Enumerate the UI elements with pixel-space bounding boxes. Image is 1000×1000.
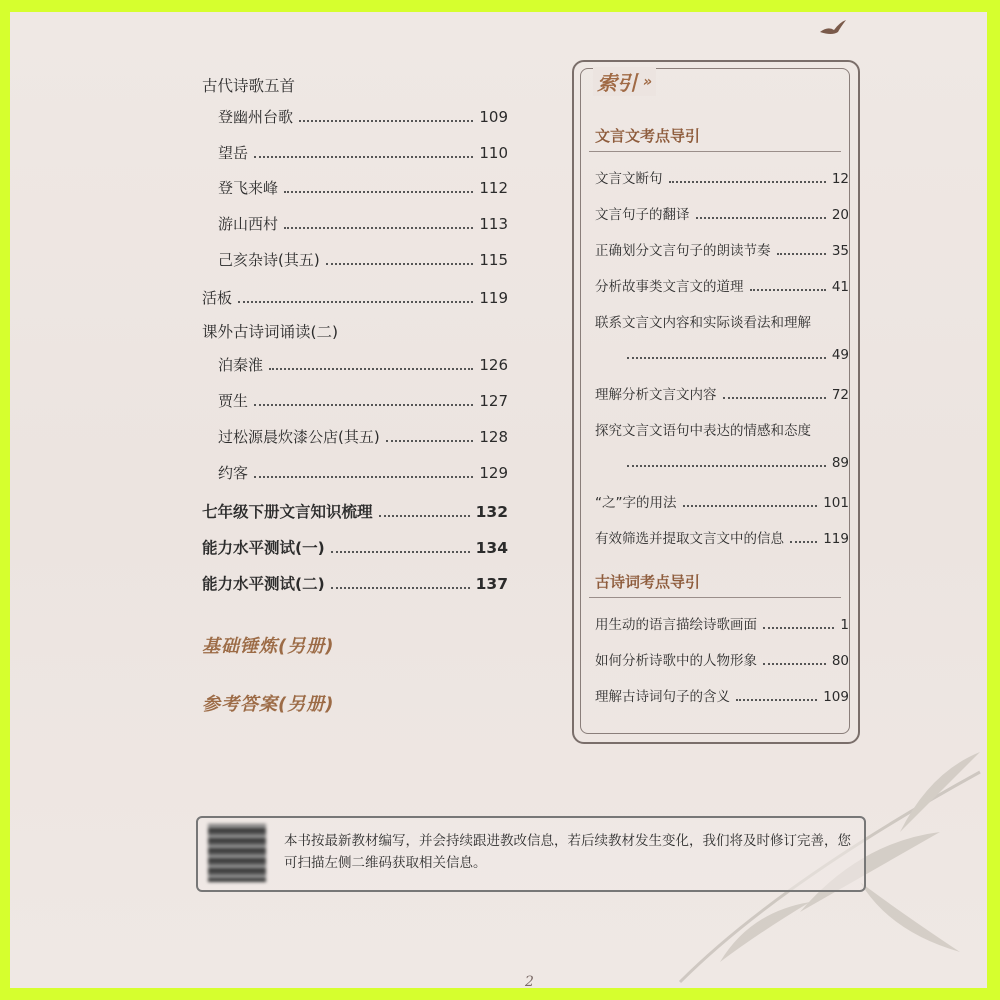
toc-item[interactable] <box>218 107 508 127</box>
index-item-title: 有效筛选并提取文言文中的信息 <box>595 531 784 547</box>
index-item-title: 理解古诗词句子的含义 <box>595 689 730 705</box>
toc-item-page: 127 <box>479 392 508 410</box>
notice-box <box>196 816 866 892</box>
index-item-page: 89 <box>831 455 849 471</box>
toc-item[interactable] <box>218 214 508 234</box>
double-chevron-icon: » <box>643 73 653 90</box>
index-item-title: 如何分析诗歌中的人物形象 <box>595 653 757 669</box>
dot-leader <box>284 191 473 193</box>
toc-item-title: 活板 <box>202 289 233 307</box>
index-item-title: 用生动的语言描绘诗歌画面 <box>595 617 757 633</box>
toc-item-page: 137 <box>475 575 508 593</box>
toc-item[interactable] <box>202 288 508 308</box>
index-item-page: 72 <box>831 387 849 403</box>
index-item-page: 101 <box>823 495 849 511</box>
dot-leader <box>331 551 470 553</box>
dot-leader <box>750 289 826 291</box>
toc-item-page: 119 <box>479 289 508 307</box>
dot-leader <box>696 217 826 219</box>
index-title <box>593 67 656 96</box>
toc-item-page: 112 <box>479 179 508 197</box>
dot-leader <box>736 699 817 701</box>
dot-leader <box>269 368 473 370</box>
index-item-page: 109 <box>823 689 849 705</box>
toc-item-title: 约客 <box>218 464 249 482</box>
dot-leader <box>627 357 826 359</box>
toc-item[interactable] <box>218 427 508 447</box>
toc-item-page: 129 <box>479 464 508 482</box>
toc-item-page: 115 <box>479 251 508 269</box>
index-item-title: 文言文断句 <box>595 171 663 187</box>
toc-item[interactable] <box>202 502 508 522</box>
index-item[interactable] <box>595 613 849 633</box>
toc-item[interactable] <box>218 391 508 411</box>
toc-item[interactable] <box>218 355 508 375</box>
index-item[interactable] <box>595 685 849 705</box>
dot-leader <box>790 541 817 543</box>
toc-item[interactable] <box>202 574 508 594</box>
toc-item-page: 110 <box>479 144 508 162</box>
toc-item-title: 能力水平测试(二) <box>202 575 325 593</box>
divider <box>589 597 841 598</box>
divider <box>589 151 841 152</box>
left-toc <box>10 12 570 772</box>
toc-item[interactable] <box>218 178 508 198</box>
toc-item-page: 109 <box>479 108 508 126</box>
toc-item[interactable] <box>218 463 508 483</box>
supplement-title[interactable]: 基础锤炼(另册) <box>202 636 335 657</box>
toc-item-title: 望岳 <box>218 144 249 162</box>
index-panel <box>572 60 860 744</box>
toc-group-title: 古代诗歌五首 <box>202 77 296 95</box>
index-inner-frame <box>580 68 850 734</box>
dot-leader <box>284 227 473 229</box>
dot-leader <box>254 156 473 158</box>
toc-item-title: 贾生 <box>218 392 249 410</box>
toc-item-title: 过松源晨炊漆公店(其五) <box>218 428 380 446</box>
index-item-title: 正确划分文言句子的朗读节奏 <box>595 243 771 259</box>
toc-item-title: 七年级下册文言知识梳理 <box>202 503 373 521</box>
toc-item-page: 126 <box>479 356 508 374</box>
index-title-text: 索引 <box>597 71 637 95</box>
index-item-title: 文言句子的翻译 <box>595 207 690 223</box>
answers-title[interactable]: 参考答案(另册) <box>202 694 335 715</box>
toc-item-title: 能力水平测试(一) <box>202 539 325 557</box>
dot-leader <box>763 627 834 629</box>
dot-leader <box>763 663 826 665</box>
index-section-title: 古诗词考点导引 <box>595 573 701 591</box>
index-item-title: “之”字的用法 <box>595 495 677 511</box>
dot-leader <box>379 515 470 517</box>
toc-item-title: 登幽州台歌 <box>218 108 294 126</box>
dot-leader <box>254 404 473 406</box>
dot-leader <box>331 587 470 589</box>
toc-item-page: 134 <box>475 539 508 557</box>
dot-leader <box>238 301 473 303</box>
index-item[interactable] <box>595 383 849 403</box>
toc-item-title: 己亥杂诗(其五) <box>218 251 320 269</box>
index-item-page: 20 <box>831 207 849 223</box>
toc-item-page: 128 <box>479 428 508 446</box>
toc-item-page: 113 <box>479 215 508 233</box>
dot-leader <box>723 397 826 399</box>
toc-item-page: 132 <box>475 503 508 521</box>
dot-leader <box>777 253 826 255</box>
dot-leader <box>627 465 826 467</box>
index-item[interactable] <box>595 239 849 259</box>
index-item-page: 80 <box>831 653 849 669</box>
index-item[interactable] <box>595 527 849 547</box>
dot-leader <box>669 181 826 183</box>
index-item-page: 35 <box>831 243 849 259</box>
toc-item[interactable] <box>218 250 508 270</box>
page-number: 2 <box>525 974 534 988</box>
swallow-icon <box>818 18 848 40</box>
index-item-page: 1 <box>840 617 849 633</box>
index-item[interactable] <box>595 275 849 295</box>
index-item-page: 49 <box>831 347 849 363</box>
notice-text: 本书按最新教材编写，并会持续跟进教改信息，若后续教材发生变化，我们将及时修订完善，您可扫描左侧二维码获取相关信息。 <box>284 833 851 871</box>
dot-leader <box>683 505 818 507</box>
index-item[interactable] <box>621 347 849 363</box>
index-item-page: 12 <box>831 171 849 187</box>
toc-item[interactable] <box>202 538 508 558</box>
toc-item-title: 登飞来峰 <box>218 179 279 197</box>
toc-item[interactable] <box>218 143 508 163</box>
index-item-title[interactable]: 探究文言文语句中表达的情感和态度 <box>595 423 811 439</box>
index-item-title: 分析故事类文言文的道理 <box>595 279 744 295</box>
index-item[interactable] <box>621 455 849 471</box>
index-item-page: 41 <box>831 279 849 295</box>
index-item[interactable] <box>595 167 849 187</box>
index-item-title[interactable]: 联系文言文内容和实际谈看法和理解 <box>595 315 811 331</box>
toc-item-title: 泊秦淮 <box>218 356 264 374</box>
index-item-title: 理解分析文言文内容 <box>595 387 717 403</box>
qr-code-icon[interactable] <box>208 824 266 882</box>
index-item[interactable] <box>595 491 849 511</box>
dot-leader <box>326 263 474 265</box>
index-item[interactable] <box>595 203 849 223</box>
index-item-page: 119 <box>823 531 849 547</box>
toc-group-title: 课外古诗词诵读(二) <box>202 323 339 341</box>
index-item[interactable] <box>595 649 849 669</box>
dot-leader <box>299 120 473 122</box>
book-page <box>10 12 987 988</box>
index-section-title: 文言文考点导引 <box>595 127 701 145</box>
toc-item-title: 游山西村 <box>218 215 279 233</box>
dot-leader <box>254 476 473 478</box>
dot-leader <box>386 440 474 442</box>
